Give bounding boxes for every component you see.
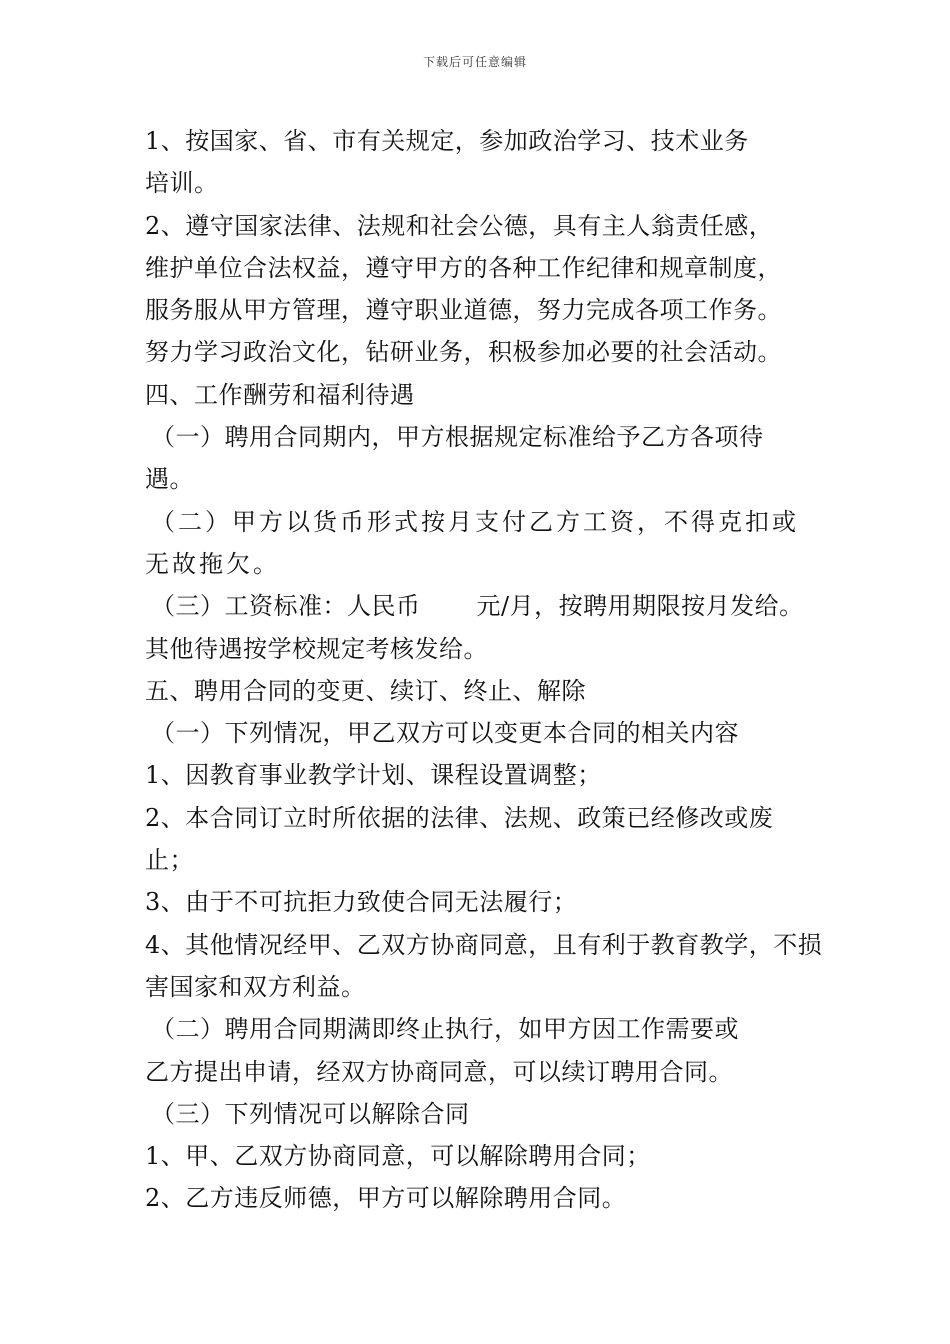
paragraph-line: 害国家和双方利益。 [145,972,366,1001]
paragraph-line: （二）甲方以货币形式按月支付乙方工资，不得克扣或 [151,507,799,536]
salary-suffix: 元/月，按聘用期限按月发给。 [476,592,804,621]
section-heading: 五、聘用合同的变更、续订、终止、解除 [145,676,586,705]
paragraph-line: 乙方提出申请，经双方协商同意，可以续订聘用合同。 [145,1057,733,1086]
paragraph-line: 无故拖欠。 [145,549,280,578]
paragraph-line: 服务服从甲方管理，遵守职业道德，努力完成各项工作务。 [145,296,782,325]
paragraph-line: 止； [145,846,194,875]
salary-prefix: （三）工资标准：人民币 [151,592,421,621]
paragraph-line: 4、其他情况经甲、乙双方协商同意，且有利于教育教学，不损 [145,930,823,959]
page-header: 下载后可任意编辑 [422,55,527,69]
document-body [145,120,823,1220]
paragraph-line: 1、因教育事业教学计划、课程设置调整； [145,761,602,790]
paragraph-line: 2、本合同订立时所依据的法律、法规、政策已经修改或废 [145,803,774,832]
paragraph-line: （二）聘用合同期满即终止执行，如甲方因工作需要或 [151,1015,739,1044]
paragraph-line: 努力学习政治文化，钻研业务，积极参加必要的社会活动。 [145,338,782,367]
salary-line [145,585,810,627]
paragraph-line: 维护单位合法权益，遵守甲方的各种工作纪律和规章制度， [145,253,782,282]
section-heading: 四、工作酬劳和福利待遇 [145,380,415,409]
paragraph-line: 遇。 [145,465,194,494]
paragraph-line: 1、按国家、省、市有关规定，参加政治学习、技术业务 [145,127,749,155]
paragraph-line: 2、遵守国家法律、法规和社会公德，具有主人翁责任感， [145,211,774,240]
paragraph-line: 2、乙方违反师德，甲方可以解除聘用合同。 [145,1184,627,1213]
paragraph-line: 其他待遇按学校规定考核发给。 [145,634,488,663]
paragraph-line: 3、由于不可抗拒力致使合同无法履行； [145,888,578,917]
paragraph-line: 1、甲、乙双方协商同意，可以解除聘用合同； [145,1142,651,1171]
paragraph-line: （三）下列情况可以解除合同 [151,1099,470,1128]
paragraph-line: 培训。 [145,169,219,198]
paragraph-line: （一）下列情况，甲乙双方可以变更本合同的相关内容 [151,719,739,748]
paragraph-line: （一）聘用合同期内，甲方根据规定标准给予乙方各项待 [151,423,764,452]
